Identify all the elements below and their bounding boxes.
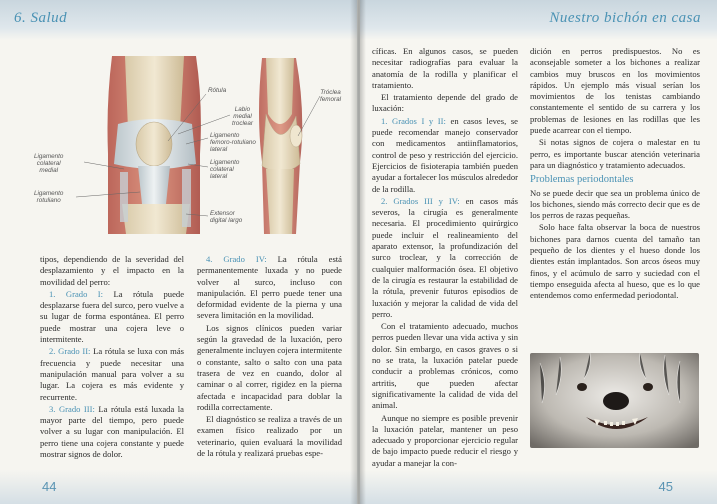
eye xyxy=(643,383,653,391)
left-column-2 xyxy=(197,254,342,460)
paragraph: cíficas. En algunos casos, se pueden necesitar radiografías para evaluar la anatomía de la rodilla y planificar el tratamiento. xyxy=(372,46,518,90)
section-title-periodontal: Problemas periodontales xyxy=(530,174,634,186)
left-column-1 xyxy=(40,254,184,461)
book-gutter xyxy=(350,0,366,504)
label-ligamento-colateral-medial: Ligamento colateral medial xyxy=(34,153,64,175)
left-header-band xyxy=(0,0,357,40)
paragraph: Si notas signos de cojera o malestar en tu perro, es importante buscar atención veterinaria para un diagnóstico y tratamiento adecuados. xyxy=(530,137,700,170)
left-footer-band xyxy=(0,470,357,504)
chapter-title: 6. Salud xyxy=(14,10,68,26)
label-ligamento-femoro-rotuliano: Ligamento femoro-rotuliano lateral xyxy=(210,132,256,154)
paragraph: Solo hace falta observar la boca de nuestros bichones para darnos cuenta del tamaño tan pequeño de los dientes y el hueso donde los dientes están implantados. Son arcos óseos muy finos, y el acúmulo de sarro y suciedad con el tiempo enseguida afecta al hueso, que es lo que entendemos como enfermedad periodontal. xyxy=(530,222,700,301)
right-header-band xyxy=(360,0,717,40)
right-page xyxy=(360,0,717,504)
knee-illustration xyxy=(0,44,357,244)
right-footer-band xyxy=(360,470,717,504)
nose xyxy=(603,392,629,410)
dog-teeth-photo xyxy=(530,353,699,448)
paragraph: El diagnóstico se realiza a través de un examen físico realizado por un veterinario, quien evaluará la movilidad de la rótula y realizará pruebas espe- xyxy=(197,414,342,459)
grade-1-item: 1. Grado I: La rótula puede desplazarse fuera del surco, pero vuelve a su lugar de forma espontánea. El perro puede mostrar una cojera leve o intermitente. xyxy=(40,288,185,345)
eye xyxy=(577,383,587,391)
label-extensor-digital: Extensor digital largo xyxy=(210,210,243,225)
grades-1-2-item: 1. Grados I y II: en casos leves, se puede recomendar manejo conservador con medicamentos antiinflamatorios, control de peso y restricción del ejercicio. Ejercicios de fisioterapia también pueden ayudar a fortalecer los músculos alrededor de la rodilla. xyxy=(372,115,518,194)
knee-anatomy-figure xyxy=(0,44,357,244)
paragraph: dición en perros predispuestos. No es aconsejable someter a los bichones a realizar cambios muy bruscos en los movimientos rápidos. Un ejemplo más visual serían los movimientos de los tenistas cambiando constantemente el sentido de su carrera y los problemas de lesiones en las rodillas que les puede acarrear con el tiempo. xyxy=(530,46,700,136)
book-title: Nuestro bichón en casa xyxy=(549,10,701,26)
grade-2-item: 2. Grado II: La rótula se luxa con más frecuencia y puede necesitar una manipulación manual para volver a su lugar. La cojera es más evidente y recurrente. xyxy=(40,346,184,402)
label-troclea-femoral: Tróclea femoral xyxy=(320,89,341,104)
grades-3-4-item: 2. Grados III y IV: en casos más severos, la cirugía es generalmente necesaria. El procedimiento quirúrgico puede incluir el realineamiento del aparato extensor, la profundización del surco troclear, y la corrección de cualquier malformación ósea. El objetivo de la cirugía es restaurar la estabilidad de la rótula, prevenir futuros episodios de luxación y mejorar la calidad de vida del perro. xyxy=(372,195,519,319)
right-column-2 xyxy=(530,46,700,303)
page-number-left: 44 xyxy=(42,479,57,494)
knee-side-view xyxy=(259,58,302,234)
label-ligamento-colateral-lateral: Ligamento colateral lateral xyxy=(210,159,240,181)
grade-3-item: 3. Grado III: La rótula está luxada la mayor parte del tiempo, pero puede volver a su lugar con manipulación. El perro tiene una cojera constante y puede mostrar signos de dolor. xyxy=(40,403,184,460)
paragraph: tipos, dependiendo de la severidad del desplazamiento y el impacto en la movilidad del perro: xyxy=(40,254,184,287)
page-number-right: 45 xyxy=(658,479,673,494)
label-rotula: Rótula xyxy=(208,87,227,94)
paragraph: Los signos clínicos pueden variar según la gravedad de la luxación, pero generalmente incluyen cojera intermitente o constante, salto o salto con una pata trasera de vez en cuando, dolor al caminar o al correr, rigidez en la pierna afectada e incapacidad para doblar la rodilla correctamente. xyxy=(197,322,342,412)
label-ligamento-rotuliano: Ligamento rotuliano xyxy=(34,190,64,205)
paragraph: Aunque no siempre es posible prevenir la luxación patelar, mantener un peso adecuado y proporcionar ejercicio regular de bajo impacto puede reducir el riesgo y ayudar a manejar la con- xyxy=(372,412,518,468)
grade-4-item: 4. Grado IV: La rótula está permanentemente luxada y no puede volver al surco, incluso con manipulación. El perro puede tener una deformidad evidente de la pierna y una severa limitación en la movilidad. xyxy=(197,254,342,321)
paragraph: No se puede decir que sea un problema único de los bichones, siendo más correcto decir que es de los perros de razas pequeñas. xyxy=(530,187,700,221)
paragraph: El tratamiento depende del grado de luxación: xyxy=(372,92,518,114)
left-page xyxy=(0,0,357,504)
paragraph: Con el tratamiento adecuado, muchos perros pueden llevar una vida activa y sin dolor. Sin embargo, en casos graves o si no se trata, la luxación patelar puede conducir a problemas crónicos, como artritis, que pueden afectar significativamente la calidad de vida del animal. xyxy=(372,321,518,411)
dog-face-image xyxy=(530,353,699,448)
label-labio-medial: Labio medial troclear xyxy=(232,106,253,128)
knee-front-view xyxy=(108,56,201,234)
right-column-1 xyxy=(372,46,518,470)
